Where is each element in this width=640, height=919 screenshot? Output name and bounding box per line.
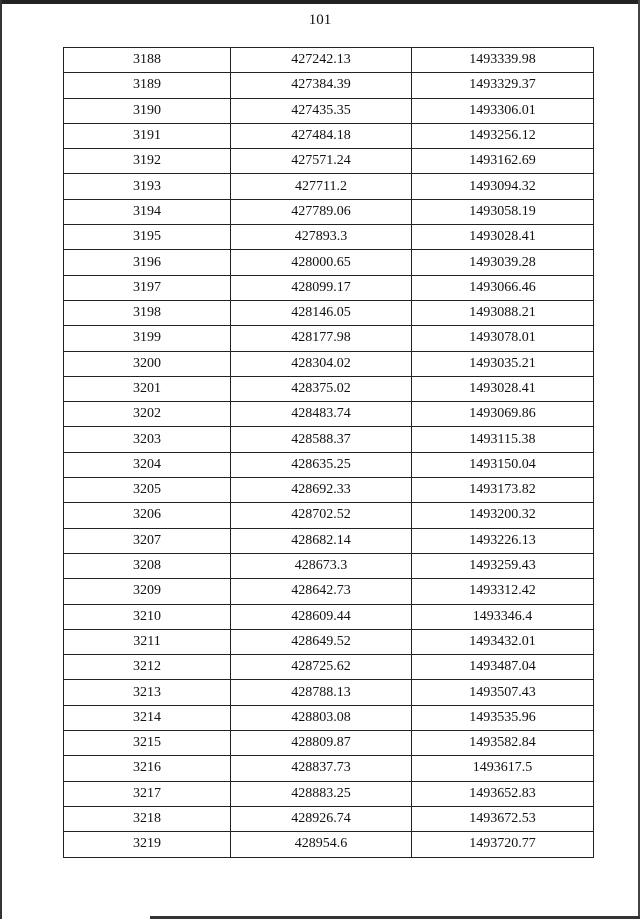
point-number-cell: 3204	[64, 452, 231, 477]
table-row	[64, 781, 594, 806]
point-number-cell: 3217	[64, 781, 231, 806]
x-coordinate-cell: 427893.3	[231, 225, 412, 250]
x-coordinate-cell: 428673.3	[231, 553, 412, 578]
x-coordinate-cell: 427242.13	[231, 48, 412, 73]
y-coordinate-cell: 1493173.82	[412, 478, 594, 503]
table-row	[64, 174, 594, 199]
y-coordinate-cell: 1493432.01	[412, 629, 594, 654]
y-coordinate-cell: 1493652.83	[412, 781, 594, 806]
point-number-cell: 3213	[64, 680, 231, 705]
table-row	[64, 351, 594, 376]
table-row	[64, 225, 594, 250]
table-row	[64, 655, 594, 680]
x-coordinate-cell: 428000.65	[231, 250, 412, 275]
y-coordinate-cell: 1493150.04	[412, 452, 594, 477]
table-row	[64, 427, 594, 452]
point-number-cell: 3190	[64, 98, 231, 123]
page-border-top	[0, 0, 640, 4]
point-number-cell: 3202	[64, 402, 231, 427]
point-number-cell: 3189	[64, 73, 231, 98]
table-row	[64, 503, 594, 528]
page-number: 101	[308, 12, 332, 28]
point-number-cell: 3200	[64, 351, 231, 376]
x-coordinate-cell: 428642.73	[231, 579, 412, 604]
table-row	[64, 48, 594, 73]
point-number-cell: 3201	[64, 376, 231, 401]
y-coordinate-cell: 1493035.21	[412, 351, 594, 376]
y-coordinate-cell: 1493339.98	[412, 48, 594, 73]
x-coordinate-cell: 428702.52	[231, 503, 412, 528]
point-number-cell: 3195	[64, 225, 231, 250]
table-row	[64, 402, 594, 427]
table-row	[64, 452, 594, 477]
x-coordinate-cell: 428954.6	[231, 832, 412, 857]
table-row	[64, 553, 594, 578]
point-number-cell: 3208	[64, 553, 231, 578]
point-number-cell: 3197	[64, 275, 231, 300]
point-number-cell: 3205	[64, 478, 231, 503]
x-coordinate-cell: 428725.62	[231, 655, 412, 680]
table-row	[64, 98, 594, 123]
coordinates-table-body	[64, 48, 594, 858]
point-number-cell: 3211	[64, 629, 231, 654]
table-row	[64, 705, 594, 730]
x-coordinate-cell: 427435.35	[231, 98, 412, 123]
x-coordinate-cell: 428788.13	[231, 680, 412, 705]
table-row	[64, 604, 594, 629]
table-row	[64, 629, 594, 654]
table-row	[64, 73, 594, 98]
x-coordinate-cell: 427384.39	[231, 73, 412, 98]
x-coordinate-cell: 428146.05	[231, 300, 412, 325]
y-coordinate-cell: 1493672.53	[412, 806, 594, 831]
x-coordinate-cell: 428809.87	[231, 731, 412, 756]
x-coordinate-cell: 428635.25	[231, 452, 412, 477]
y-coordinate-cell: 1493058.19	[412, 199, 594, 224]
x-coordinate-cell: 427571.24	[231, 149, 412, 174]
y-coordinate-cell: 1493582.84	[412, 731, 594, 756]
table-row	[64, 376, 594, 401]
x-coordinate-cell: 427484.18	[231, 123, 412, 148]
table-row	[64, 478, 594, 503]
y-coordinate-cell: 1493039.28	[412, 250, 594, 275]
y-coordinate-cell: 1493306.01	[412, 98, 594, 123]
y-coordinate-cell: 1493487.04	[412, 655, 594, 680]
y-coordinate-cell: 1493069.86	[412, 402, 594, 427]
point-number-cell: 3194	[64, 199, 231, 224]
y-coordinate-cell: 1493329.37	[412, 73, 594, 98]
x-coordinate-cell: 428649.52	[231, 629, 412, 654]
y-coordinate-cell: 1493256.12	[412, 123, 594, 148]
x-coordinate-cell: 428177.98	[231, 326, 412, 351]
x-coordinate-cell: 428803.08	[231, 705, 412, 730]
point-number-cell: 3209	[64, 579, 231, 604]
x-coordinate-cell: 428588.37	[231, 427, 412, 452]
point-number-cell: 3219	[64, 832, 231, 857]
point-number-cell: 3199	[64, 326, 231, 351]
point-number-cell: 3207	[64, 528, 231, 553]
table-row	[64, 528, 594, 553]
point-number-cell: 3214	[64, 705, 231, 730]
table-row	[64, 149, 594, 174]
y-coordinate-cell: 1493200.32	[412, 503, 594, 528]
table-row	[64, 806, 594, 831]
page-border-left	[0, 0, 2, 919]
point-number-cell: 3192	[64, 149, 231, 174]
x-coordinate-cell: 428926.74	[231, 806, 412, 831]
y-coordinate-cell: 1493088.21	[412, 300, 594, 325]
point-number-cell: 3215	[64, 731, 231, 756]
point-number-cell: 3206	[64, 503, 231, 528]
y-coordinate-cell: 1493507.43	[412, 680, 594, 705]
y-coordinate-cell: 1493617.5	[412, 756, 594, 781]
y-coordinate-cell: 1493226.13	[412, 528, 594, 553]
coordinates-table	[63, 47, 594, 858]
x-coordinate-cell: 428304.02	[231, 351, 412, 376]
y-coordinate-cell: 1493162.69	[412, 149, 594, 174]
y-coordinate-cell: 1493115.38	[412, 427, 594, 452]
y-coordinate-cell: 1493312.42	[412, 579, 594, 604]
x-coordinate-cell: 428483.74	[231, 402, 412, 427]
x-coordinate-cell: 428837.73	[231, 756, 412, 781]
table-row	[64, 123, 594, 148]
x-coordinate-cell: 428692.33	[231, 478, 412, 503]
point-number-cell: 3216	[64, 756, 231, 781]
point-number-cell: 3188	[64, 48, 231, 73]
point-number-cell: 3191	[64, 123, 231, 148]
y-coordinate-cell: 1493346.4	[412, 604, 594, 629]
y-coordinate-cell: 1493028.41	[412, 376, 594, 401]
point-number-cell: 3196	[64, 250, 231, 275]
x-coordinate-cell: 428883.25	[231, 781, 412, 806]
y-coordinate-cell: 1493028.41	[412, 225, 594, 250]
x-coordinate-cell: 428682.14	[231, 528, 412, 553]
table-row	[64, 250, 594, 275]
y-coordinate-cell: 1493066.46	[412, 275, 594, 300]
table-row	[64, 579, 594, 604]
point-number-cell: 3198	[64, 300, 231, 325]
y-coordinate-cell: 1493535.96	[412, 705, 594, 730]
y-coordinate-cell: 1493094.32	[412, 174, 594, 199]
point-number-cell: 3193	[64, 174, 231, 199]
x-coordinate-cell: 428099.17	[231, 275, 412, 300]
table-row	[64, 680, 594, 705]
table-row	[64, 832, 594, 857]
x-coordinate-cell: 427789.06	[231, 199, 412, 224]
y-coordinate-cell: 1493720.77	[412, 832, 594, 857]
point-number-cell: 3218	[64, 806, 231, 831]
y-coordinate-cell: 1493259.43	[412, 553, 594, 578]
x-coordinate-cell: 427711.2	[231, 174, 412, 199]
point-number-cell: 3212	[64, 655, 231, 680]
point-number-cell: 3203	[64, 427, 231, 452]
x-coordinate-cell: 428375.02	[231, 376, 412, 401]
y-coordinate-cell: 1493078.01	[412, 326, 594, 351]
table-row	[64, 756, 594, 781]
table-row	[64, 731, 594, 756]
table-row	[64, 326, 594, 351]
table-row	[64, 300, 594, 325]
point-number-cell: 3210	[64, 604, 231, 629]
table-row	[64, 199, 594, 224]
table-row	[64, 275, 594, 300]
x-coordinate-cell: 428609.44	[231, 604, 412, 629]
